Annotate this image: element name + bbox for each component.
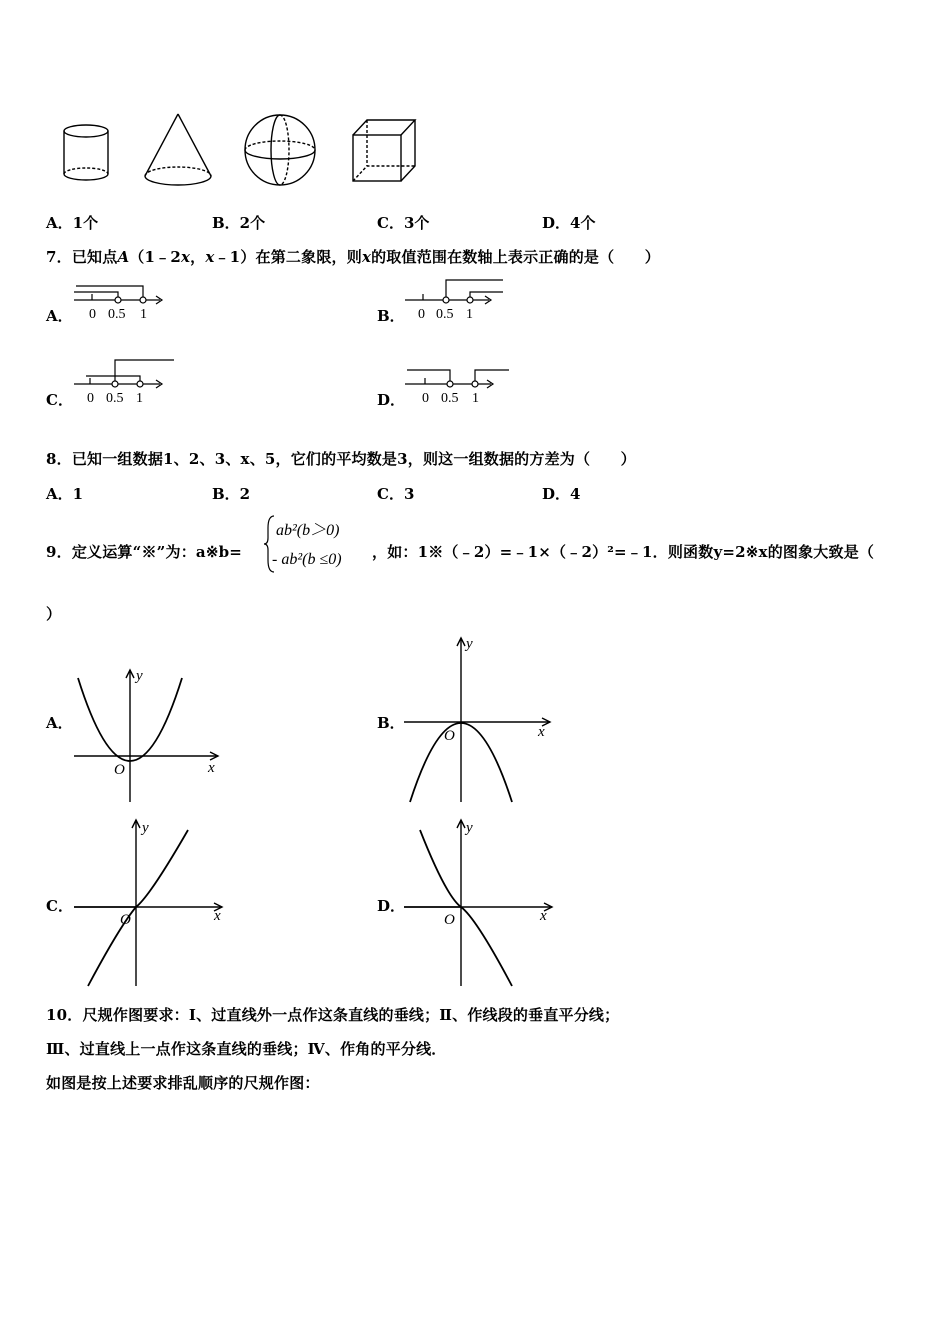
q9-option-a-letter[interactable]: A． bbox=[46, 714, 73, 732]
q7-stem: 7．已知点A（1﹣2x，x﹣1）在第二象限，则x的取值范围在数轴上表示正确的是（ ） bbox=[46, 248, 660, 266]
sphere-icon bbox=[245, 115, 315, 185]
origin-label: O bbox=[444, 728, 455, 744]
q6-option-a[interactable]: A．1个 bbox=[46, 214, 99, 232]
cube-icon bbox=[353, 120, 415, 181]
q9-piecewise bbox=[264, 512, 374, 576]
tick-0.5: 0.5 bbox=[108, 307, 126, 322]
x-axis-label: x bbox=[208, 760, 215, 776]
q9-option-a-graph[interactable] bbox=[70, 664, 226, 804]
tick-0: 0 bbox=[422, 391, 429, 406]
q6-option-c[interactable]: C．3个 bbox=[377, 214, 430, 232]
q9-option-b-graph[interactable] bbox=[400, 634, 560, 804]
tick-0: 0 bbox=[89, 307, 96, 322]
y-axis-label: y bbox=[466, 820, 473, 836]
q6-option-d[interactable]: D．4个 bbox=[542, 214, 596, 232]
q7-option-c-numberline[interactable] bbox=[72, 358, 182, 408]
q9-option-d-letter[interactable]: D． bbox=[377, 897, 406, 915]
q8-option-c[interactable]: C．3 bbox=[377, 485, 415, 503]
tick-0.5: 0.5 bbox=[441, 391, 459, 406]
q6-shapes bbox=[55, 108, 425, 192]
tick-0: 0 bbox=[418, 307, 425, 322]
q9-case-2: - ab²(b ≤0) bbox=[272, 551, 342, 568]
q7-option-a-letter[interactable]: A． bbox=[46, 307, 73, 325]
q7-option-c-letter[interactable]: C． bbox=[46, 391, 73, 409]
cone-icon bbox=[145, 114, 211, 185]
q7-option-d-letter[interactable]: D． bbox=[377, 391, 406, 409]
q6-option-b[interactable]: B．2个 bbox=[212, 214, 266, 232]
tick-0.5: 0.5 bbox=[436, 307, 454, 322]
x-axis-label: x bbox=[214, 908, 221, 924]
q7-option-a-numberline[interactable] bbox=[72, 278, 172, 326]
q8-stem: 8．已知一组数据1、2、3、x、5，它们的平均数是3，则这一组数据的方差为（ ） bbox=[46, 450, 636, 468]
tick-0.5: 0.5 bbox=[106, 391, 124, 406]
q8-option-a[interactable]: A．1 bbox=[46, 485, 84, 503]
q9-option-d-graph[interactable] bbox=[400, 816, 560, 988]
x-axis-label: x bbox=[538, 724, 545, 740]
tick-1: 1 bbox=[136, 391, 143, 406]
origin-label: O bbox=[444, 912, 455, 928]
q9-option-b-letter[interactable]: B． bbox=[377, 714, 405, 732]
q10-line-2: Ⅲ、过直线上一点作这条直线的垂线；Ⅳ、作角的平分线． bbox=[46, 1040, 447, 1058]
q10-line-1: 10．尺规作图要求：Ⅰ、过直线外一点作这条直线的垂线；Ⅱ、作线段的垂直平分线； bbox=[46, 1006, 620, 1024]
q9-stem-close: ） bbox=[46, 605, 62, 623]
q7-option-b-numberline[interactable] bbox=[403, 278, 513, 326]
q9-stem-left: 9．定义运算“※”为：a※b= bbox=[46, 543, 243, 561]
q9-option-c-graph[interactable] bbox=[70, 816, 230, 988]
q9-stem-right: ，如：1※（﹣2）=﹣1×（﹣2）²=﹣1．则函数y=2※x的图象大致是（ bbox=[372, 543, 875, 561]
y-axis-label: y bbox=[466, 636, 473, 652]
q7-option-b-letter[interactable]: B． bbox=[377, 307, 405, 325]
tick-1: 1 bbox=[140, 307, 147, 322]
origin-label: O bbox=[120, 912, 131, 928]
y-axis-label: y bbox=[136, 668, 143, 684]
q10-line-3: 如图是按上述要求排乱顺序的尺规作图： bbox=[46, 1074, 320, 1092]
cylinder-icon bbox=[64, 125, 108, 180]
tick-1: 1 bbox=[472, 391, 479, 406]
q9-case-1: ab²(b＞0) bbox=[276, 522, 340, 539]
tick-0: 0 bbox=[87, 391, 94, 406]
origin-label: O bbox=[114, 762, 125, 778]
y-axis-label: y bbox=[142, 820, 149, 836]
x-axis-label: x bbox=[540, 908, 547, 924]
q8-option-b[interactable]: B．2 bbox=[212, 485, 251, 503]
q7-option-d-numberline[interactable] bbox=[403, 362, 515, 408]
tick-1: 1 bbox=[466, 307, 473, 322]
q8-option-d[interactable]: D．4 bbox=[542, 485, 581, 503]
q9-option-c-letter[interactable]: C． bbox=[46, 897, 73, 915]
